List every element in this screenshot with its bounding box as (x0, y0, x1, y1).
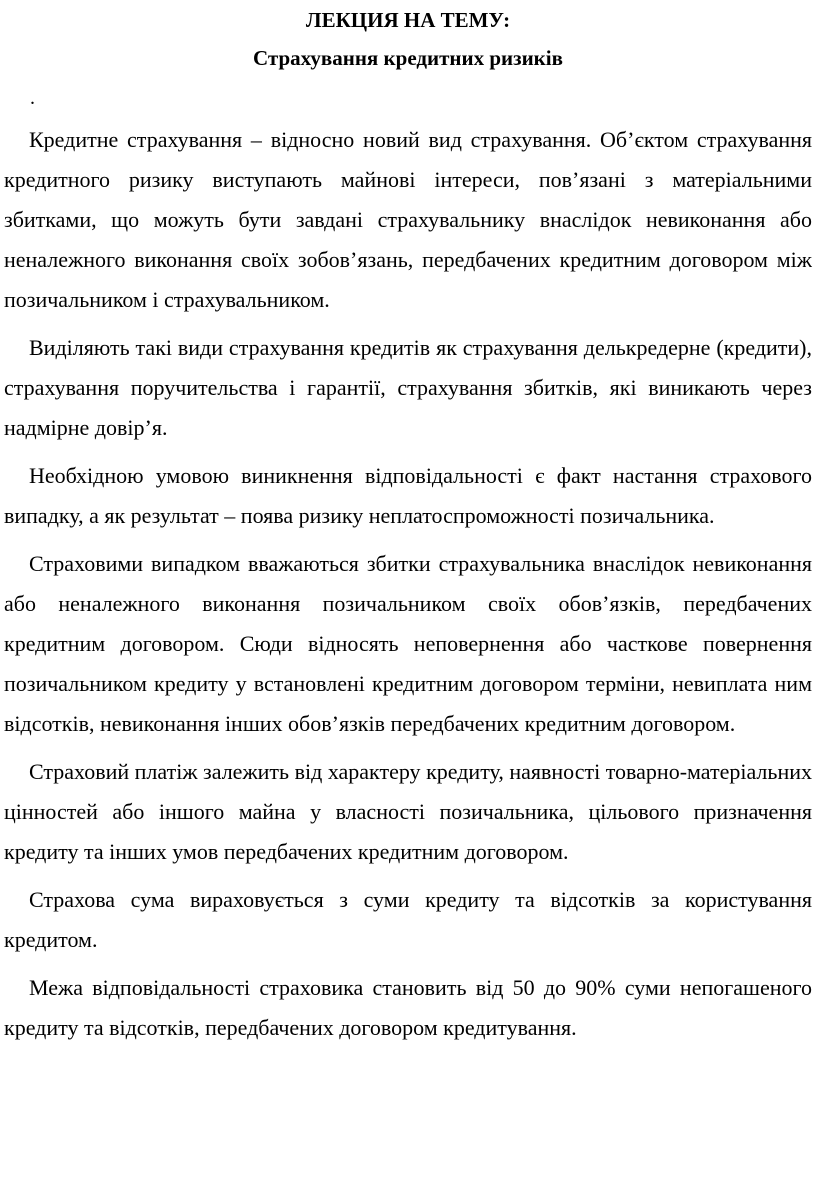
paragraph-insured-sum: Страхова сума вираховується з суми кредиту та відсотків за користування кредитом. (4, 887, 812, 952)
stray-dot: . (30, 87, 35, 109)
paragraph-insurance-types: Виділяють такі види страхування кредитів як страхування делькредерне (кредити), страхування поручительства і гарантії, страхування збитків, які виникають через надмірне довір’я. (4, 335, 812, 440)
lecture-body (4, 120, 812, 1056)
paragraph-credit-insurance: Кредитне страхування – відносно новий вид страхування. Об’єктом страхування кредитного ризику виступають майнові інтереси, пов’язані з матеріальними збитками, що можуть бути завдані страхувальнику внаслідок невиконання або неналежного виконання своїх зобов’язань, передбачених кредитним договором між позичальником і страхувальником. (4, 127, 812, 312)
paragraph-liability-limit: Межа відповідальності страховика становить від 50 до 90% суми непогашеного кредиту та відсотків, передбачених договором кредитування. (4, 975, 812, 1040)
paragraph-insured-events: Страховими випадком вважаються збитки страхувальника внаслідок невиконання або неналежного виконання позичальником своїх обов’язків, передбачених кредитним договором. Сюди відносять неповернення або часткове повернення позичальником кредиту у встановлені кредитним договором терміни, невиплата ним відсотків, невиконання інших обов’язків передбачених кредитним договором. (4, 551, 812, 736)
lecture-topic-title: Страхування кредитних ризиків (253, 46, 563, 70)
paragraph-liability-condition: Необхідною умовою виникнення відповідальності є факт настання страхового випадку, а як результат – поява ризику неплатоспроможності позичальника. (4, 463, 812, 528)
paragraph-insurance-payment: Страховий платіж залежить від характеру кредиту, наявності товарно-матеріальних цінностей або іншого майна у власності позичальника, цільового призначення кредиту та інших умов передбачених кредитним договором. (4, 759, 812, 864)
lecture-heading: ЛЕКЦИЯ НА ТЕМУ: (305, 8, 511, 32)
